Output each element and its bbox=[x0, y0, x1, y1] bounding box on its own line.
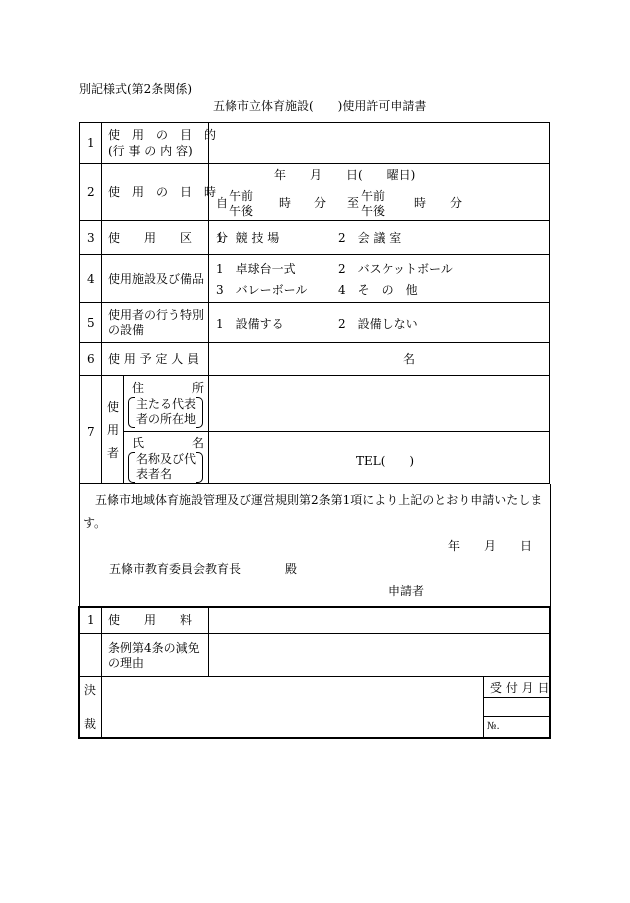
to-minute[interactable]: 分 bbox=[450, 196, 463, 210]
received-date-field[interactable] bbox=[484, 698, 549, 716]
from-hour[interactable]: 時 bbox=[279, 196, 292, 210]
name-sublabel-2: 表者名 bbox=[136, 467, 173, 481]
facility-option-basketball[interactable]: 2 バスケットボール bbox=[338, 262, 453, 276]
received-date-label: 受 付 月 日 bbox=[490, 681, 550, 695]
exemption-sublabel: の理由 bbox=[108, 656, 145, 670]
applicant-label: 申請者 bbox=[388, 584, 425, 598]
from-am[interactable]: 午前 bbox=[229, 189, 254, 203]
address-bracket-left bbox=[128, 397, 135, 428]
address-label: 住 所 bbox=[132, 381, 205, 395]
row-number-5: 5 bbox=[87, 316, 95, 330]
declaration-text-line-2: す。 bbox=[83, 516, 107, 530]
applicant-field[interactable] bbox=[430, 578, 545, 600]
name-label: 氏 名 bbox=[132, 436, 205, 450]
special-option-no-install[interactable]: 2 設備しない bbox=[338, 317, 418, 331]
user-label-char-3: 者 bbox=[107, 446, 120, 460]
category-option-stadium[interactable]: 1 競 技 場 bbox=[216, 231, 280, 245]
user-label-char-1: 使 bbox=[107, 400, 120, 414]
honorific: 殿 bbox=[285, 562, 298, 576]
address-bracket-right bbox=[196, 397, 203, 428]
from-minute[interactable]: 分 bbox=[314, 196, 327, 210]
special-equipment-sublabel: の設備 bbox=[108, 323, 145, 337]
special-option-install[interactable]: 1 設備する bbox=[216, 317, 284, 331]
to-label: 至 bbox=[347, 196, 360, 210]
fee-label: 使 用 料 bbox=[108, 613, 193, 627]
name-bracket-left bbox=[128, 452, 135, 483]
decision-label-char-2: 裁 bbox=[84, 717, 97, 731]
to-hour[interactable]: 時 bbox=[414, 196, 427, 210]
row-number-2: 2 bbox=[87, 185, 95, 199]
purpose-field[interactable] bbox=[209, 123, 549, 163]
addressee: 五條市教育委員会教育長 bbox=[109, 562, 242, 576]
exemption-field[interactable] bbox=[209, 634, 549, 676]
address-sublabel-2: 者の所在地 bbox=[136, 412, 197, 426]
row-number-1: 1 bbox=[87, 136, 95, 150]
name-sublabel-1: 名称及び代 bbox=[136, 452, 197, 466]
attendance-unit: 名 bbox=[403, 352, 416, 366]
to-pm[interactable]: 午後 bbox=[361, 204, 386, 218]
user-label-char-2: 用 bbox=[107, 423, 120, 437]
purpose-sublabel: (行 事 の 内 容) bbox=[108, 144, 193, 158]
row-number-4: 4 bbox=[87, 272, 95, 286]
fee-field[interactable] bbox=[209, 608, 549, 633]
date-label: 使 用 の 日 時 bbox=[108, 185, 217, 199]
receipt-number-label: №. bbox=[487, 721, 500, 732]
form-number: 別記様式(第2条関係) bbox=[79, 82, 192, 96]
address-sublabel-1: 主たる代表 bbox=[136, 397, 197, 411]
special-equipment-label: 使用者の行う特別 bbox=[108, 308, 205, 322]
attendance-field[interactable] bbox=[209, 343, 399, 375]
row-number-6: 6 bbox=[87, 352, 95, 366]
fee-row-number: 1 bbox=[87, 613, 95, 627]
exemption-label: 条例第4条の減免 bbox=[108, 641, 200, 655]
date-line[interactable]: 年 月 日( 曜日) bbox=[274, 168, 416, 182]
to-am[interactable]: 午前 bbox=[361, 189, 386, 203]
address-field[interactable] bbox=[209, 376, 549, 431]
row-number-3: 3 bbox=[87, 231, 95, 245]
purpose-label: 使 用 の 目 的 bbox=[108, 128, 217, 142]
facility-option-table-tennis[interactable]: 1 卓球台一式 bbox=[216, 262, 296, 276]
telephone-field[interactable]: TEL( ) bbox=[356, 454, 415, 468]
facilities-label: 使用施設及び備品 bbox=[108, 272, 205, 286]
facility-option-volleyball[interactable]: 3 バレーボール bbox=[216, 283, 308, 297]
decision-field[interactable] bbox=[102, 677, 482, 737]
category-label: 使 用 区 分 bbox=[108, 231, 229, 245]
name-bracket-right bbox=[196, 452, 203, 483]
category-option-meeting-room[interactable]: 2 会 議 室 bbox=[338, 231, 402, 245]
facility-option-other[interactable]: 4 そ の 他 bbox=[338, 283, 418, 297]
from-label: 自 bbox=[216, 196, 229, 210]
from-pm[interactable]: 午後 bbox=[229, 204, 254, 218]
page-title: 五條市立体育施設( )使用許可申請書 bbox=[213, 99, 427, 113]
row-number-7: 7 bbox=[87, 425, 95, 439]
application-date[interactable]: 年 月 日 bbox=[448, 539, 533, 553]
declaration-text-line-1: 五條市地域体育施設管理及び運営規則第2条第1項により上記のとおり申請いたしま bbox=[83, 493, 543, 507]
decision-label-char-1: 決 bbox=[84, 683, 97, 697]
attendance-label: 使 用 予 定 人 員 bbox=[108, 352, 200, 366]
